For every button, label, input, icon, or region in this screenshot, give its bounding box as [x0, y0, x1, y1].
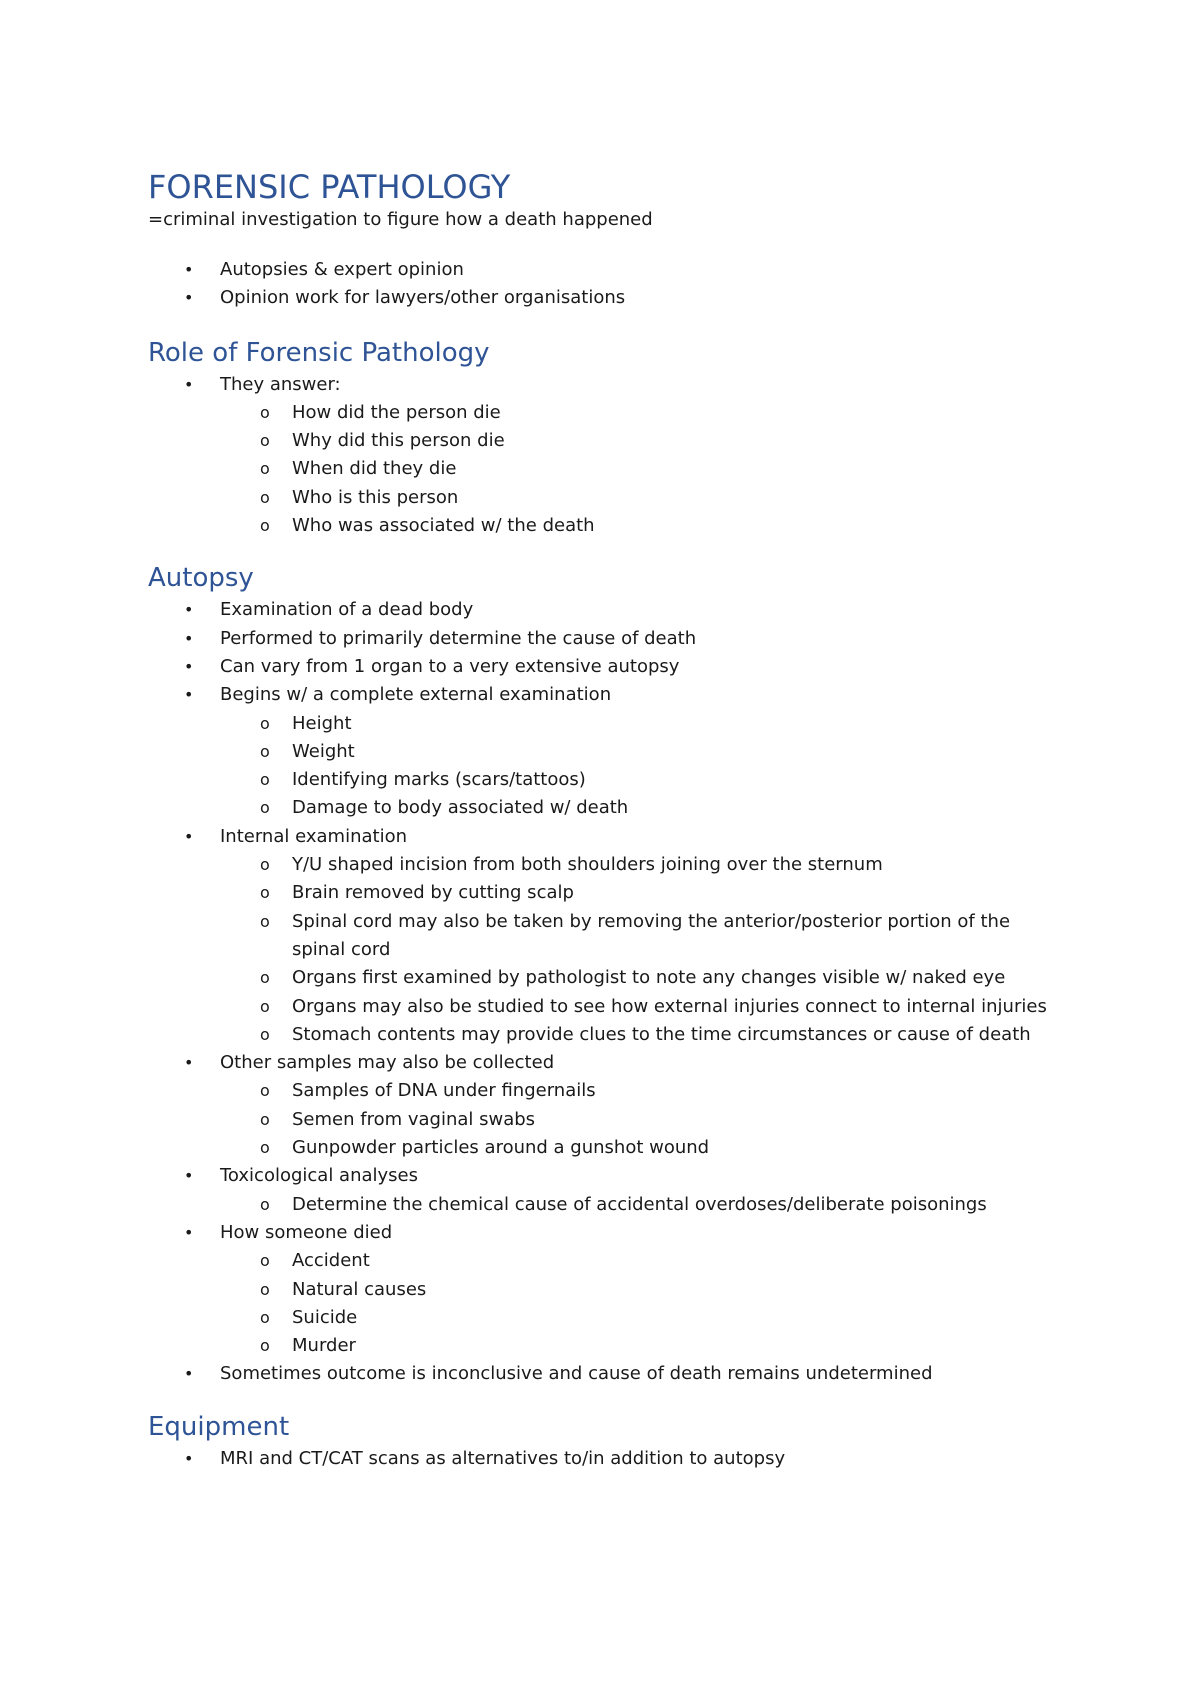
sub-list-item: [220, 1332, 1068, 1360]
circle-bullet-icon: o: [260, 1081, 270, 1101]
sub-list: [220, 1247, 1068, 1360]
bullet-icon: •: [184, 1166, 194, 1186]
sub-list-item: [220, 964, 1068, 992]
sub-list-item: [220, 484, 1068, 512]
bullet-icon: •: [184, 1222, 194, 1242]
sub-list-item: [220, 1304, 1068, 1332]
circle-bullet-icon: o: [260, 431, 270, 451]
sub-list-item: [220, 794, 1068, 822]
circle-bullet-icon: o: [260, 516, 270, 536]
list-item-text: Begins w/ a complete external examination: [220, 684, 612, 706]
bullet-icon: •: [184, 1053, 194, 1073]
list-item-text: Autopsies & expert opinion: [220, 259, 464, 280]
sub-list-item-text: Suicide: [292, 1306, 358, 1328]
bullet-icon: •: [184, 288, 194, 308]
sub-list-item: [220, 879, 1068, 907]
list-item: [148, 1360, 1068, 1388]
circle-bullet-icon: o: [260, 1336, 270, 1356]
sub-list-item-text: Organs first examined by pathologist to note any changes visible w/ naked eye: [292, 967, 1006, 989]
sub-list-item-text: When did they die: [292, 458, 457, 480]
circle-bullet-icon: o: [260, 1194, 270, 1214]
list-item-text: How someone died: [220, 1221, 393, 1243]
sub-list: [220, 851, 1068, 1049]
document-content: [148, 168, 1068, 1473]
circle-bullet-icon: o: [260, 402, 270, 422]
sub-list: [220, 1191, 1068, 1219]
list-item: [148, 596, 1068, 624]
sub-list-item: [220, 1191, 1068, 1219]
list-item-text: Examination of a dead body: [220, 599, 474, 621]
sub-list-item: [220, 1106, 1068, 1134]
sub-list-item-text: Accident: [292, 1250, 370, 1272]
list-item: [148, 681, 1068, 822]
circle-bullet-icon: o: [260, 883, 270, 903]
sub-list-item: [220, 512, 1068, 540]
list-item-text: Performed to primarily determine the cause of death: [220, 627, 697, 649]
list-item-text: They answer:: [220, 373, 341, 395]
sub-list: [220, 399, 1068, 540]
list-item-text: Internal examination: [220, 825, 407, 847]
sub-list-item: [220, 851, 1068, 879]
list-item: [148, 256, 1068, 284]
list-item-text: Opinion work for lawyers/other organisations: [220, 287, 626, 309]
list-item: [148, 653, 1068, 681]
circle-bullet-icon: o: [260, 1109, 270, 1129]
sub-list-item-text: Who was associated w/ the death: [292, 515, 595, 537]
circle-bullet-icon: o: [260, 968, 270, 988]
section-heading: Autopsy: [148, 563, 254, 594]
circle-bullet-icon: o: [260, 487, 270, 507]
circle-bullet-icon: o: [260, 459, 270, 479]
sub-list-item-text: Murder: [292, 1335, 356, 1357]
sub-list-item-text: Why did this person die: [292, 430, 505, 452]
sub-list-item-text: Height: [292, 712, 352, 734]
list-item-text: Sometimes outcome is inconclusive and cause of death remains undetermined: [220, 1363, 933, 1385]
list-item-text: MRI and CT/CAT scans as alternatives to/in addition to autopsy: [220, 1447, 786, 1469]
sub-list-item: [220, 455, 1068, 483]
sub-list-item-text: Who is this person: [292, 486, 459, 508]
sub-list-item: [220, 738, 1068, 766]
circle-bullet-icon: o: [260, 1307, 270, 1327]
list-item: [148, 1162, 1068, 1219]
circle-bullet-icon: o: [260, 713, 270, 733]
circle-bullet-icon: o: [260, 911, 270, 931]
sub-list-item-text: Y/U shaped incision from both shoulders joining over the sternum: [292, 854, 883, 876]
list-item: [148, 823, 1068, 1049]
bullet-list: [148, 1445, 1068, 1473]
sub-list-item: [220, 1276, 1068, 1304]
list-item-text: Other samples may also be collected: [220, 1052, 555, 1074]
sub-list: [220, 1077, 1068, 1162]
sub-list-item: [220, 710, 1068, 738]
circle-bullet-icon: o: [260, 770, 270, 790]
sub-list-item: [220, 1077, 1068, 1105]
circle-bullet-icon: o: [260, 741, 270, 761]
bullet-icon: •: [184, 826, 194, 846]
list-item: [148, 1049, 1068, 1162]
circle-bullet-icon: o: [260, 1024, 270, 1044]
sub-list-item-text: Gunpowder particles around a gunshot wound: [292, 1137, 710, 1159]
bullet-icon: •: [184, 628, 194, 648]
sub-list-item: [220, 1247, 1068, 1275]
sub-list-item: [220, 1134, 1068, 1162]
sub-list-item-text: Identifying marks (scars/tattoos): [292, 769, 586, 791]
bullet-icon: •: [184, 1448, 194, 1468]
circle-bullet-icon: o: [260, 798, 270, 818]
list-item-text: Toxicological analyses: [220, 1165, 418, 1187]
sub-list-item: [220, 993, 1068, 1021]
circle-bullet-icon: o: [260, 855, 270, 875]
sub-list-item-text: Determine the chemical cause of accidental overdoses/deliberate poisonings: [292, 1193, 987, 1215]
sub-list-item: [220, 427, 1068, 455]
document-title: FORENSIC PATHOLOGY: [148, 168, 511, 206]
sub-list-item-text: Semen from vaginal swabs: [292, 1108, 536, 1130]
sub-list: [220, 710, 1068, 823]
list-item: [148, 371, 1068, 541]
sub-list-item-text: Weight: [292, 740, 355, 762]
bullet-icon: •: [184, 656, 194, 676]
sub-list-item-text: Stomach contents may provide clues to the time circumstances or cause of death: [292, 1023, 1031, 1045]
list-item: [148, 284, 1068, 312]
bullet-icon: •: [184, 600, 194, 620]
sub-list-item-text: Spinal cord may also be taken by removing the anterior/posterior portion of the spinal cord: [292, 910, 1011, 960]
document-subtitle: =criminal investigation to figure how a death happened: [148, 209, 653, 230]
bullet-icon: •: [184, 374, 194, 394]
bullet-icon: •: [184, 685, 194, 705]
sub-list-item-text: How did the person die: [292, 401, 501, 423]
section: [148, 335, 1068, 541]
sub-list-item-text: Damage to body associated w/ death: [292, 797, 629, 819]
bullet-icon: •: [184, 260, 194, 279]
sub-list-item: [220, 908, 1068, 965]
sub-list-item-text: Brain removed by cutting scalp: [292, 882, 574, 904]
sub-list-item: [220, 399, 1068, 427]
bullet-list: [148, 371, 1068, 541]
section-heading: Equipment: [148, 1411, 290, 1442]
circle-bullet-icon: o: [260, 996, 270, 1016]
list-item: [148, 1219, 1068, 1360]
sections-container: [148, 335, 1068, 1473]
sub-list-item: [220, 1021, 1068, 1049]
circle-bullet-icon: o: [260, 1138, 270, 1158]
sub-list-item: [220, 766, 1068, 794]
sub-list-item-text: Samples of DNA under fingernails: [292, 1080, 596, 1102]
intro-list: [148, 256, 1068, 313]
bullet-icon: •: [184, 1364, 194, 1384]
sub-list-item-text: Natural causes: [292, 1278, 427, 1300]
section-heading: Role of Forensic Pathology: [148, 337, 490, 368]
circle-bullet-icon: o: [260, 1279, 270, 1299]
section: [148, 560, 1068, 1388]
list-item: [148, 625, 1068, 653]
section: [148, 1409, 1068, 1473]
sub-list-item-text: Organs may also be studied to see how external injuries connect to internal injuries: [292, 995, 1047, 1017]
list-item: [148, 1445, 1068, 1473]
list-item-text: Can vary from 1 organ to a very extensive autopsy: [220, 655, 680, 677]
circle-bullet-icon: o: [260, 1251, 270, 1271]
bullet-list: [148, 596, 1068, 1388]
